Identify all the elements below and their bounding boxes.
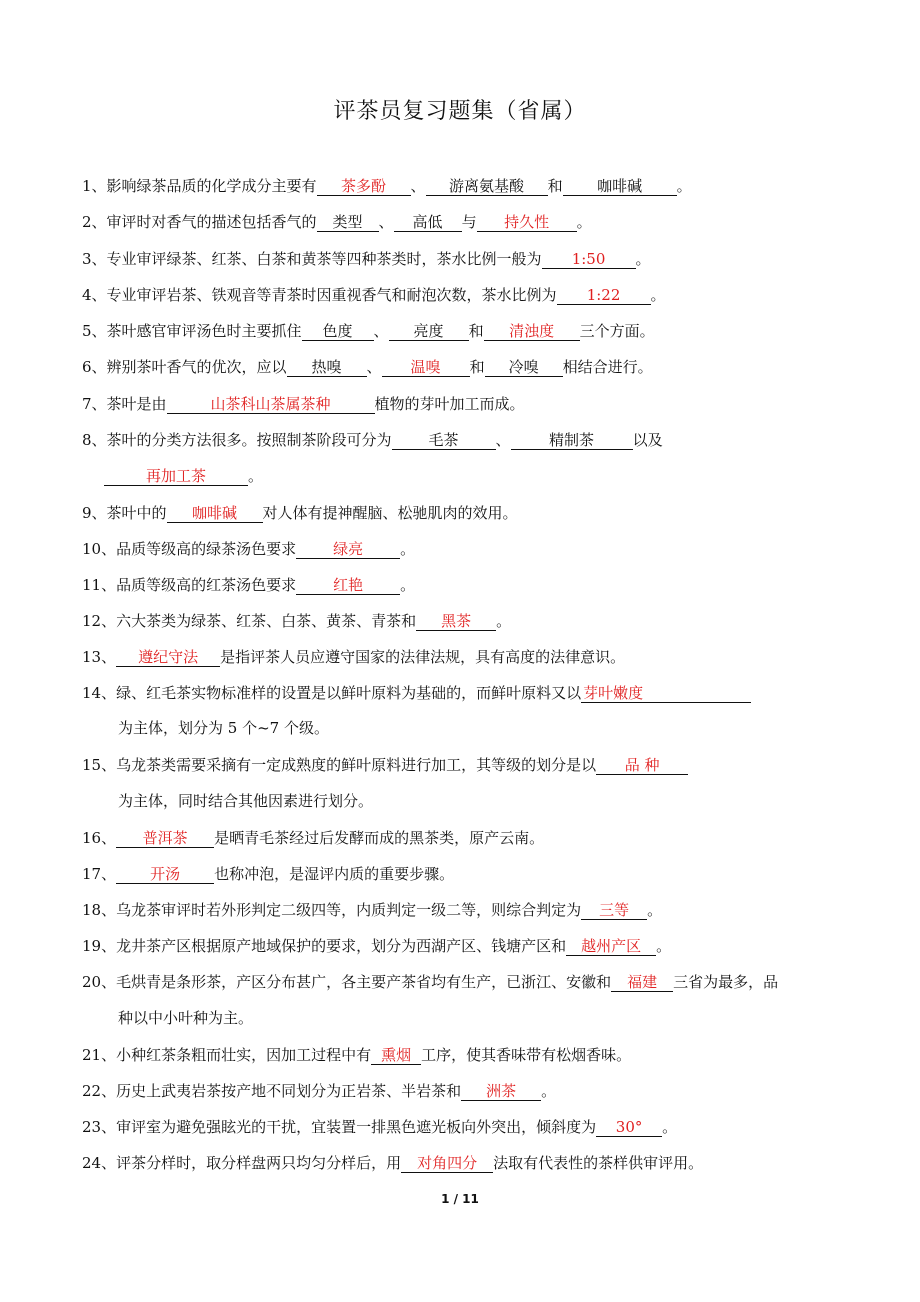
answer-blank: 冷嗅 [485, 358, 563, 377]
question-22: 22、历史上武夷岩茶按产地不同划分为正岩茶、半岩茶和 洲茶 。 [82, 1082, 557, 1100]
question-21: 21、小种红茶条粗而壮实，因加工过程中有 熏烟 工序，使其香味带有松烟香味。 [82, 1046, 632, 1064]
answer-blank: 色度 [302, 322, 374, 341]
answer-blank: 熏烟 [371, 1046, 421, 1065]
question-13: 13、 遵纪守法 是指评茶人员应遵守国家的法律法规，具有高度的法律意识。 [82, 648, 626, 666]
question-20-continued: 种以中小叶种为主。 [118, 1009, 254, 1027]
question-12: 12、六大茶类为绿茶、红茶、白茶、黄茶、青茶和 黑茶 。 [82, 612, 512, 630]
answer-blank: 清浊度 [484, 322, 580, 341]
question-24: 24、评茶分样时，取分样盘两只均匀分样后，用 对角四分 法取有代表性的茶样供审评用。 [82, 1154, 704, 1172]
answer-blank: 芽叶嫩度 [581, 684, 751, 703]
answer-blank: 30° [596, 1118, 662, 1137]
answer-blank: 再加工茶 [104, 467, 248, 486]
question-17: 17、 开汤 也称冲泡，是湿评内质的重要步骤。 [82, 865, 455, 883]
question-8: 8、茶叶的分类方法很多。按照制茶阶段可分为 毛茶 、 精制茶 以及 [82, 431, 663, 449]
question-20: 20、毛烘青是条形茶，产区分布甚广，各主要产茶省均有生产，已浙江、安徽和 福建 三省为最多，品 [82, 973, 779, 991]
answer-blank: 温嗅 [382, 358, 470, 377]
answer-blank: 精制茶 [511, 431, 633, 450]
question-14-continued: 为主体，划分为 5 个~7 个级。 [118, 719, 329, 737]
question-4: 4、专业审评岩茶、铁观音等青茶时因重视香气和耐泡次数，茶水比例为 1:22 。 [82, 286, 666, 304]
answer-blank: 遵纪守法 [116, 648, 220, 667]
question-9: 9、茶叶中的 咖啡碱 对人体有提神醒脑、松驰肌肉的效用。 [82, 504, 518, 522]
answer-blank: 红艳 [296, 576, 400, 595]
answer-blank: 1:50 [542, 250, 636, 269]
answer-blank: 游离氨基酸 [426, 177, 548, 196]
answer-blank: 热嗅 [287, 358, 367, 377]
question-7: 7、茶叶是由 山茶科山茶属茶种 植物的芽叶加工而成。 [82, 395, 525, 413]
question-8-continued: 再加工茶 。 [104, 466, 864, 486]
answer-blank: 持久性 [477, 213, 577, 232]
question-23: 23、审评室为避免强眩光的干扰，宜装置一排黑色遮光板向外突出，倾斜度为 30° 。 [82, 1118, 678, 1136]
answer-blank: 茶多酚 [317, 177, 411, 196]
answer-blank: 咖啡碱 [167, 504, 263, 523]
answer-blank: 亮度 [389, 322, 469, 341]
question-2: 2、审评时对香气的描述包括香气的 类型 、 高低 与 持久性 。 [82, 213, 592, 231]
answer-blank: 1:22 [557, 286, 651, 305]
answer-blank: 开汤 [116, 865, 214, 884]
answer-blank: 类型 [317, 213, 379, 232]
question-3: 3、专业审评绿茶、红茶、白茶和黄茶等四种茶类时，茶水比例一般为 1:50 。 [82, 250, 651, 268]
question-19: 19、龙井茶产区根据原产地域保护的要求，划分为西湖产区、钱塘产区和 越州产区 。 [82, 937, 672, 955]
page-number: 1 / 11 [441, 1192, 479, 1206]
answer-blank: 福建 [611, 973, 673, 992]
question-15-continued: 为主体，同时结合其他因素进行划分。 [118, 792, 374, 810]
question-6: 6、辨别茶叶香气的优次，应以 热嗅 、 温嗅 和 冷嗅 相结合进行。 [82, 358, 653, 376]
answer-blank: 高低 [394, 213, 462, 232]
page-title: 评茶员复习题集（省属） [333, 99, 587, 124]
answer-blank: 品 种 [596, 756, 688, 775]
answer-blank: 山茶科山茶属茶种 [167, 395, 375, 414]
answer-blank: 洲茶 [461, 1082, 541, 1101]
answer-blank: 毛茶 [392, 431, 496, 450]
question-14: 14、绿、红毛茶实物标准样的设置是以鲜叶原料为基础的，而鲜叶原料又以 芽叶嫩度 [82, 683, 842, 703]
question-10: 10、品质等级高的绿茶汤色要求 绿亮 。 [82, 540, 416, 558]
answer-blank: 普洱茶 [116, 829, 214, 848]
answer-blank: 咖啡碱 [563, 177, 677, 196]
question-18: 18、乌龙茶审评时若外形判定二级四等，内质判定一级二等，则综合判定为 三等 。 [82, 901, 663, 919]
question-16: 16、 普洱茶 是晒青毛茶经过后发酵而成的黑茶类，原产云南。 [82, 829, 545, 847]
question-15: 15、乌龙茶类需要采摘有一定成熟度的鲜叶原料进行加工，其等级的划分是以 品 种 [82, 755, 842, 775]
question-5: 5、茶叶感官审评汤色时主要抓住 色度 、 亮度 和 清浊度 三个方面。 [82, 322, 655, 340]
answer-blank: 三等 [581, 901, 647, 920]
question-11: 11、品质等级高的红茶汤色要求 红艳 。 [82, 576, 416, 594]
answer-blank: 对角四分 [401, 1154, 493, 1173]
question-1: 1、影响绿茶品质的化学成分主要有 茶多酚 、 游离氨基酸 和 咖啡碱 。 [82, 177, 692, 195]
answer-blank: 越州产区 [566, 937, 656, 956]
answer-blank: 黑茶 [416, 612, 496, 631]
answer-blank: 绿亮 [296, 540, 400, 559]
